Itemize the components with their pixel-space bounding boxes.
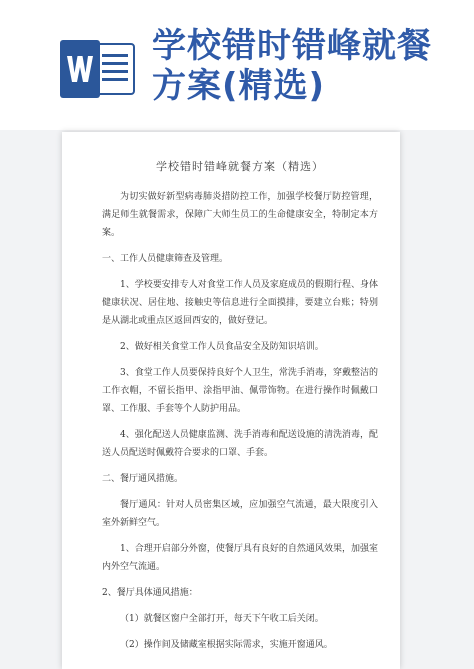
banner-title-line-2: 方案(精选) — [152, 66, 326, 106]
document-title: 学校错时错峰就餐方案（精选） — [156, 160, 324, 173]
word-document-icon — [60, 40, 136, 98]
banner-title-line-1: 学校错时错峰就餐 — [152, 26, 432, 66]
paragraph: 餐厅通风：针对人员密集区域，应加强空气流通，最大限度引入室外新鲜空气。 — [102, 500, 378, 528]
paragraph: 3、食堂工作人员要保持良好个人卫生，常洗手消毒，穿戴整洁的工作衣帽，不留长指甲、涂指甲油、佩带饰物。在进行操作时佩戴口罩、工作服、手套等个人防护用品。 — [102, 368, 378, 414]
paragraph: 为切实做好新型病毒肺炎措防控工作，加强学校餐厅防控管理，满足师生就餐需求，保障广大师生员工的生命健康安全，特制定本方案。 — [102, 192, 378, 238]
section-heading: 一、工作人员健康筛查及管理。 — [102, 254, 229, 264]
document-page — [62, 132, 400, 669]
document-body — [102, 158, 378, 662]
paragraph: 2、做好相关食堂工作人员食品安全及防知识培训。 — [120, 342, 324, 352]
section-heading: 2、餐厅具体通风措施： — [102, 588, 198, 598]
section-heading: 二、餐厅通风措施。 — [102, 474, 184, 484]
paragraph: 1、合理开启部分外窗，使餐厅具有良好的自然通风效果，加强室内外空气流通。 — [102, 544, 378, 572]
paragraph: （1）就餐区窗户全部打开，每天下午收工后关闭。 — [120, 614, 324, 624]
banner — [0, 0, 474, 130]
paragraph: 4、强化配送人员健康监测、洗手消毒和配送设施的清洗消毒，配送人员配送时佩戴符合要求的口罩、手套。 — [102, 430, 378, 458]
paragraph: （2）操作间及储藏室根据实际需求，实施开窗通风。 — [120, 640, 333, 650]
paragraph: 1、学校要安排专人对食堂工作人员及家庭成员的假期行程、身体健康状况、居住地、接触史等信息进行全面摸排，要建立台账；特别是从湖北或重点区返回西安的，做好登记。 — [102, 280, 378, 326]
